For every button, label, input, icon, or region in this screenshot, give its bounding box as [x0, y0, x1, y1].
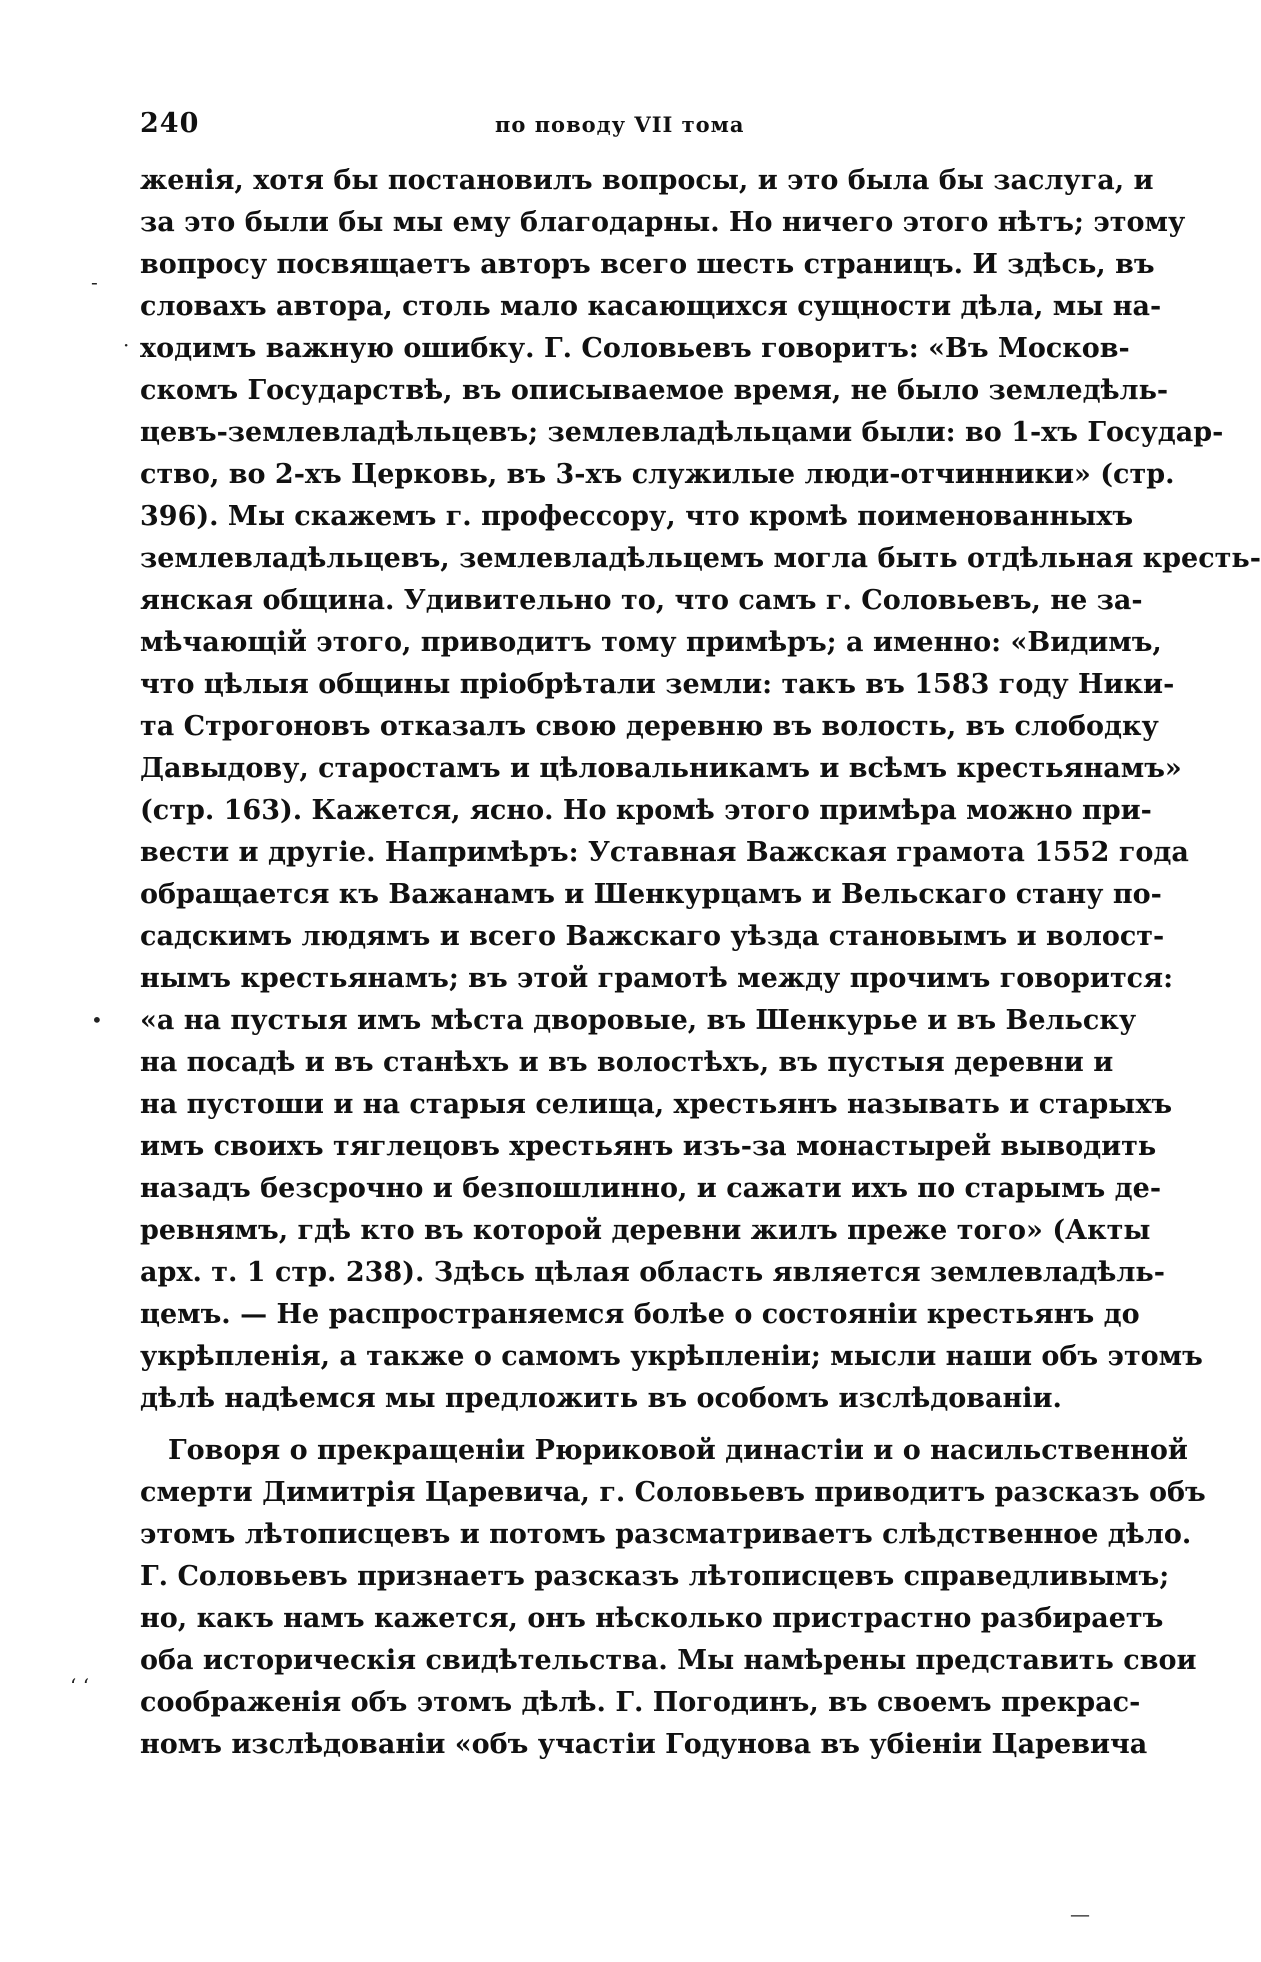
text-line: оба историческія свидѣтельства. Мы намѣрены представить свои [140, 1645, 1197, 1676]
page-header [140, 108, 1085, 148]
text-line: цевъ-землевладѣльцевъ; землевладѣльцами были: во 1-хъ Государ- [140, 417, 1224, 448]
margin-mark: · [123, 333, 130, 357]
text-line: «а на пустыя имъ мѣста дворовые, въ Шенкурье и въ Вельску [140, 1005, 1137, 1036]
text-line: мѣчающій этого, приводитъ тому примѣръ; а именно: «Видимъ, [140, 627, 1162, 658]
text-line: садскимъ людямъ и всего Важскаго уѣзда становымъ и волост- [140, 921, 1165, 952]
margin-mark: — [1070, 1902, 1090, 1926]
text-line: словахъ автора, столь мало касающихся сущности дѣла, мы на- [140, 291, 1162, 322]
margin-mark: ‘ ‘ [70, 1674, 90, 1698]
text-line: нымъ крестьянамъ; въ этой грамотѣ между прочимъ говорится: [140, 963, 1174, 994]
text-line: арх. т. 1 стр. 238). Здѣсь цѣлая область является землевладѣль- [140, 1257, 1165, 1288]
text-line: этомъ лѣтописцевъ и потомъ разсматриваетъ слѣдственное дѣло. [140, 1519, 1192, 1550]
text-line: женія, хотя бы постановилъ вопросы, и это была бы заслуга, и [140, 165, 1154, 196]
text-line: что цѣлыя общины пріобрѣтали земли: такъ въ 1583 году Ники- [140, 669, 1175, 700]
text-line: Говоря о прекращеніи Рюриковой династіи и о насильственной [168, 1435, 1188, 1466]
paragraph [140, 160, 1261, 1420]
text-line: Г. Соловьевъ признаетъ разсказъ лѣтописцевъ справедливымъ; [140, 1561, 1170, 1592]
text-line: янская община. Удивительно то, что самъ г. Соловьевъ, не за- [140, 585, 1143, 616]
paragraph [140, 1430, 1206, 1766]
text-line: соображенія объ этомъ дѣлѣ. Г. Погодинъ, въ своемъ прекрас- [140, 1687, 1141, 1718]
margin-mark: • [91, 1008, 103, 1032]
text-line: ревнямъ, гдѣ кто въ которой деревни жилъ преже того» (Акты [140, 1215, 1151, 1246]
text-line: (стр. 163). Кажется, ясно. Но кромѣ этого примѣра можно при- [140, 795, 1152, 826]
text-line: обращается къ Важанамъ и Шенкурцамъ и Вельскаго стану по- [140, 879, 1162, 910]
text-line: на пустоши и на старыя селища, хрестьянъ называть и старыхъ [140, 1089, 1173, 1120]
running-title: по поводу VII тома [495, 112, 745, 137]
body-text [140, 160, 1261, 1766]
text-line: дѣлѣ надѣемся мы предложить въ особомъ изслѣдованіи. [140, 1383, 1062, 1414]
text-line: укрѣпленія, а также о самомъ укрѣпленіи; мысли наши объ этомъ [140, 1341, 1203, 1372]
margin-mark: - [91, 270, 98, 294]
text-line: назадъ безсрочно и безпошлинно, и сажати ихъ по старымъ де- [140, 1173, 1162, 1204]
text-line: за это были бы мы ему благодарны. Но ничего этого нѣтъ; этому [140, 207, 1186, 238]
text-line: та Строгоновъ отказалъ свою деревню въ волость, въ слободку [140, 711, 1159, 742]
text-line: ходимъ важную ошибку. Г. Соловьевъ говоритъ: «Въ Москов- [140, 333, 1130, 364]
text-line: на посадѣ и въ станѣхъ и въ волостѣхъ, въ пустыя деревни и [140, 1047, 1114, 1078]
text-line: цемъ. — Не распространяемся болѣе о состояніи крестьянъ до [140, 1299, 1140, 1330]
text-line: вопросу посвящаетъ авторъ всего шесть страницъ. И здѣсь, въ [140, 249, 1155, 280]
page-number: 240 [140, 108, 200, 139]
text-line: ство, во 2-хъ Церковь, въ 3-хъ служилые люди-отчинники» (стр. [140, 459, 1175, 490]
text-line: скомъ Государствѣ, въ описываемое время, не было земледѣль- [140, 375, 1169, 406]
text-line: землевладѣльцевъ, землевладѣльцемъ могла быть отдѣльная кресть- [140, 543, 1261, 574]
text-line: Давыдову, старостамъ и цѣловальникамъ и всѣмъ крестьянамъ» [140, 753, 1182, 784]
text-line: но, какъ намъ кажется, онъ нѣсколько пристрастно разбираетъ [140, 1603, 1164, 1634]
text-line: имъ своихъ тяглецовъ хрестьянъ изъ-за монастырей выводить [140, 1131, 1157, 1162]
text-line: смерти Димитрія Царевича, г. Соловьевъ приводитъ разсказъ объ [140, 1477, 1206, 1508]
text-line: 396). Мы скажемъ г. профессору, что кромѣ поименованныхъ [140, 501, 1134, 532]
paragraph-spacer [140, 1420, 1085, 1430]
text-line: вести и другіе. Напримѣръ: Уставная Важская грамота 1552 года [140, 837, 1189, 868]
text-line: номъ изслѣдованіи «объ участіи Годунова въ убіеніи Царевича [140, 1729, 1148, 1760]
